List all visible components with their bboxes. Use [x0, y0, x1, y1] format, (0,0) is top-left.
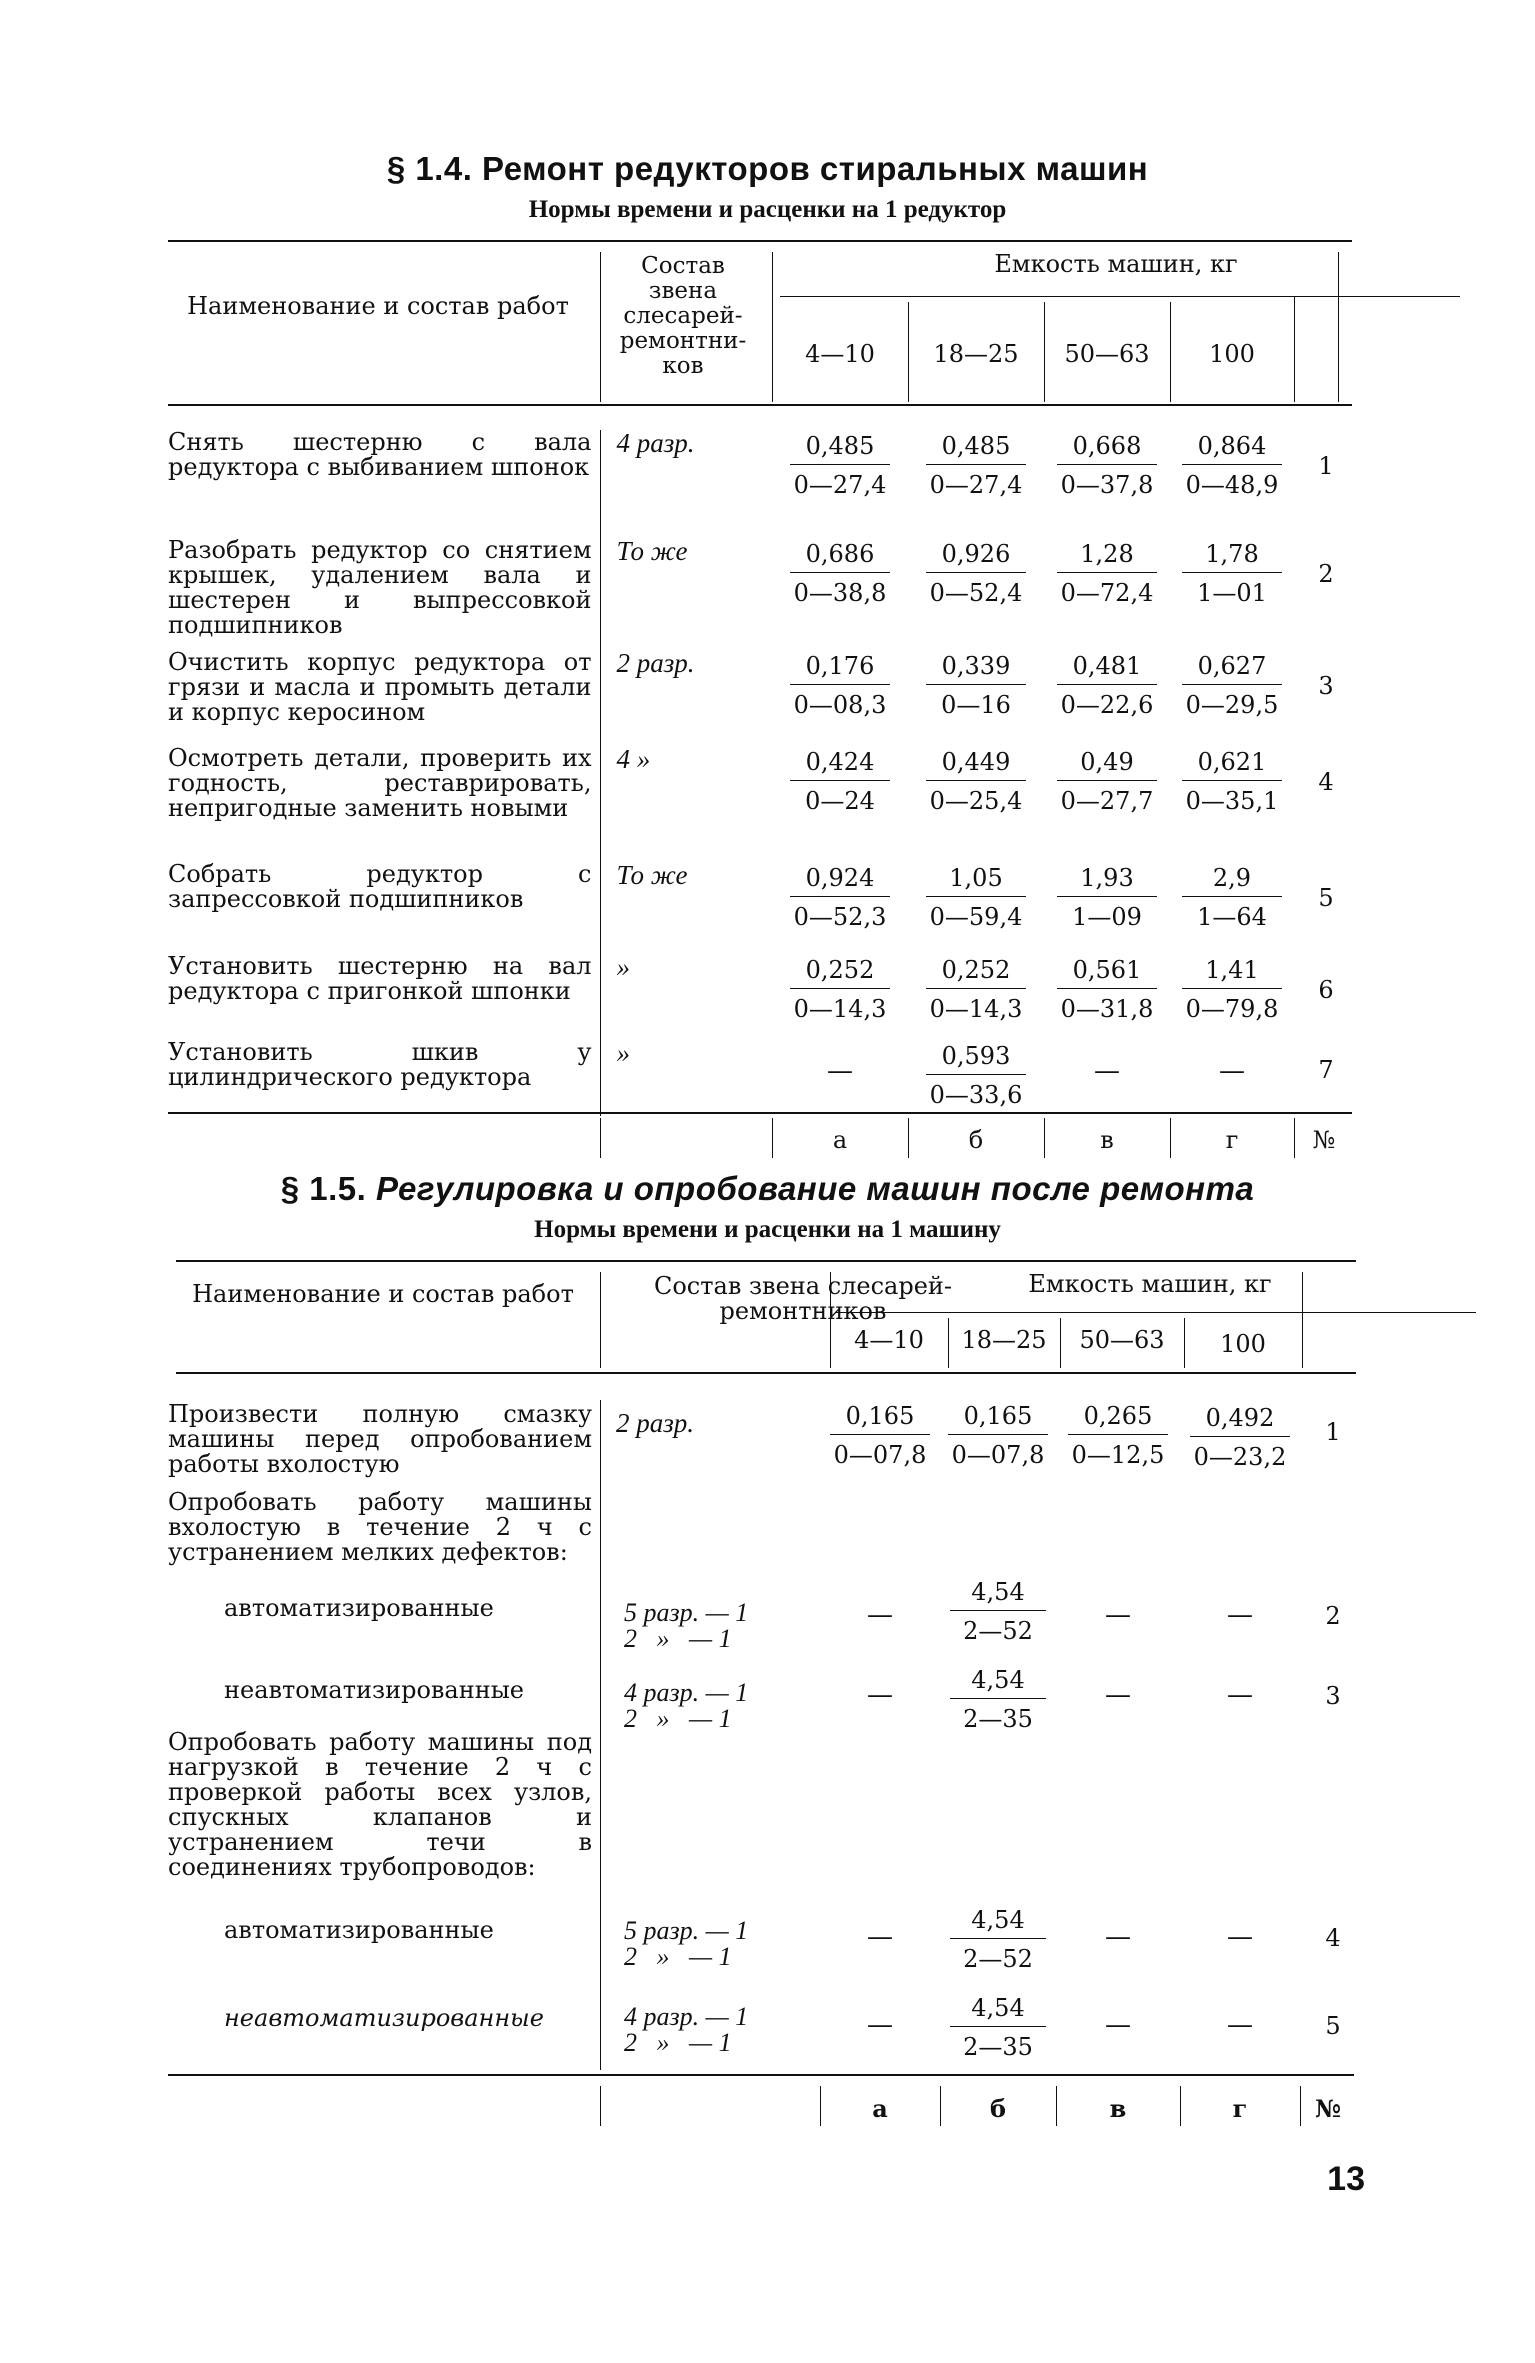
- cell-rate: 2—35: [963, 1705, 1033, 1733]
- row-number: 3: [1325, 1682, 1341, 1710]
- header-capacity: Емкость машин, кг: [1028, 1270, 1272, 1298]
- table-1-5-header: [176, 1262, 1356, 1368]
- cell-dash: —: [1094, 1056, 1120, 1086]
- cell-rate: 0—24: [805, 787, 875, 815]
- row-name: Установить шкив у цилиндрического редуктора: [168, 1040, 600, 1116]
- cell-dash: —: [827, 1056, 853, 1086]
- row-crew: 4 разр.: [616, 428, 695, 458]
- footer-col-c: в: [1100, 1126, 1114, 1154]
- cell-rate: 0—12,5: [1071, 1441, 1165, 1469]
- row-name: неавтоматизированные: [224, 2004, 544, 2032]
- cell-rate: 2—52: [963, 1945, 1033, 1973]
- cell-dash: —: [867, 1922, 893, 1952]
- cell-rate: 0—23,2: [1193, 1443, 1287, 1471]
- header-crew: Состав звена слесарей-ремонтни-ков: [619, 253, 747, 379]
- row-crew-1: 4 разр. — 1: [624, 2002, 749, 2031]
- table-row: [168, 430, 1358, 538]
- cell-value: 4,54: [950, 1992, 1046, 2027]
- cell-value: 0,627: [1182, 650, 1283, 685]
- cell-dash: —: [1227, 1922, 1253, 1952]
- footer-col-d: г: [1232, 2094, 1248, 2123]
- cell-rate: 0—07,8: [833, 1441, 927, 1469]
- cell-rate: 0—35,1: [1185, 787, 1279, 815]
- cell-dash: —: [1227, 1680, 1253, 1710]
- row-number: 1: [1318, 452, 1334, 480]
- cell-value: 0,252: [790, 954, 891, 989]
- header-col-c: 50—63: [1079, 1326, 1165, 1354]
- cell-value: 4,54: [950, 1576, 1046, 1611]
- row-crew-2: 2 » — 1: [624, 2028, 732, 2057]
- cell-rate: 0—72,4: [1060, 579, 1154, 607]
- section-1-5-title: [0, 1170, 1535, 1208]
- cell-rate: 0—38,8: [793, 579, 887, 607]
- row-name: Опробовать работу машины вхолостую в течение 2 ч с устранением мелких дефектов:: [168, 1488, 592, 1566]
- cell-rate: 0—29,5: [1185, 691, 1279, 719]
- header-col-c: 50—63: [1064, 340, 1150, 368]
- table-row: [168, 862, 1358, 954]
- cell-dash: —: [1105, 2010, 1131, 2040]
- cell-rate: 0—52,4: [929, 579, 1023, 607]
- row-number: 7: [1318, 1056, 1334, 1084]
- row-crew-2: 2 » — 1: [624, 1704, 732, 1733]
- header-col-d: 100: [1209, 340, 1255, 368]
- header-crew: Состав звена слесарей-ремонтников: [653, 1272, 953, 1325]
- header-col-b: 18—25: [933, 340, 1019, 368]
- cell-dash: —: [1105, 1600, 1131, 1630]
- row-crew: То же: [616, 860, 688, 890]
- row-crew-2: 2 » — 1: [624, 1624, 732, 1653]
- cell-rate: 2—52: [963, 1617, 1033, 1645]
- footer-col-d: г: [1225, 1126, 1239, 1154]
- cell-dash: —: [867, 1600, 893, 1630]
- cell-value: 0,668: [1057, 430, 1158, 465]
- table-row: [168, 746, 1358, 862]
- cell-value: 0,424: [790, 746, 890, 781]
- row-crew: 2 разр.: [616, 648, 695, 678]
- row-number: 2: [1318, 560, 1334, 588]
- cell-value: 0,593: [926, 1040, 1027, 1075]
- section-1-5-subtitle: Нормы времени и расценки на 1 машину: [534, 1216, 1001, 1243]
- header-name: Наименование и состав работ: [192, 1280, 574, 1308]
- table-1-5: [168, 1400, 1358, 2070]
- cell-rate: 0—52,3: [793, 903, 887, 931]
- table-row: [168, 538, 1358, 650]
- cell-value: 0,561: [1057, 954, 1158, 989]
- row-crew-1: 4 разр. — 1: [624, 1678, 749, 1707]
- cell-value: 0,165: [948, 1400, 1049, 1435]
- table-1-5-footer: [168, 2082, 1358, 2128]
- row-crew: »: [616, 952, 630, 982]
- table-row: [168, 650, 1358, 746]
- row-name: неавтоматизированные: [224, 1676, 525, 1704]
- cell-value: 1,41: [1182, 954, 1283, 989]
- cell-value: 0,926: [926, 538, 1027, 573]
- row-crew-2: 2 » — 1: [624, 1942, 732, 1971]
- cell-rate: 0—27,7: [1060, 787, 1154, 815]
- table-row: [168, 1040, 1358, 1116]
- cell-rate: 1—01: [1197, 579, 1267, 607]
- row-name: Опробовать работу машины под нагрузкой в течение 2 ч с проверкой работы всех узлов, спускных клапанов и устранением течи в соединениях трубопроводов:: [168, 1728, 592, 1881]
- table-1-4: [168, 430, 1359, 1116]
- section-1-5-title-prefix: § 1.5.: [280, 1170, 376, 1207]
- cell-value: 0,485: [790, 430, 891, 465]
- cell-value: 4,54: [950, 1664, 1046, 1699]
- cell-dash: —: [867, 1680, 893, 1710]
- cell-rate: 0—16: [941, 691, 1011, 719]
- header-col-b: 18—25: [961, 1326, 1047, 1354]
- cell-rate: 0—37,8: [1060, 471, 1154, 499]
- cell-value: 0,864: [1182, 430, 1283, 465]
- row-number: 2: [1325, 1602, 1341, 1630]
- cell-value: 1,05: [926, 862, 1027, 897]
- cell-rate: 2—35: [963, 2033, 1033, 2061]
- table-row: [168, 954, 1358, 1040]
- footer-col-c: в: [1109, 2094, 1127, 2123]
- cell-value: 0,686: [790, 538, 891, 573]
- header-col-a: 4—10: [854, 1326, 924, 1354]
- cell-dash: —: [1227, 2010, 1253, 2040]
- cell-rate: 0—27,4: [929, 471, 1023, 499]
- cell-rate: 0—33,6: [929, 1081, 1023, 1109]
- row-crew-1: 5 разр. — 1: [624, 1916, 749, 1945]
- cell-rate: 0—31,8: [1060, 995, 1154, 1023]
- cell-dash: —: [867, 2010, 893, 2040]
- cell-value: 0,449: [926, 746, 1027, 781]
- section-1-5-title-text: Регулировка и опробование машин после ремонта: [375, 1170, 1255, 1207]
- cell-value: 0,165: [830, 1400, 931, 1435]
- row-name: Установить шестерню на вал редуктора с пригонкой шпонки: [168, 954, 600, 1040]
- cell-rate: 0—14,3: [793, 995, 887, 1023]
- row-name: Осмотреть детали, проверить их годность, реставрировать, непригодные заменить новыми: [168, 746, 600, 862]
- row-number: 6: [1318, 976, 1334, 1004]
- cell-rate: 1—64: [1197, 903, 1267, 931]
- row-number: 5: [1318, 884, 1334, 912]
- cell-rate: 0—27,4: [793, 471, 887, 499]
- row-number: 4: [1318, 768, 1334, 796]
- row-crew-1: 5 разр. — 1: [624, 1598, 749, 1627]
- row-crew: 4 »: [616, 744, 651, 774]
- cell-value: 4,54: [950, 1904, 1046, 1939]
- cell-value: 0,924: [790, 862, 891, 897]
- section-1-4-title: § 1.4. Ремонт редукторов стиральных машин: [386, 150, 1149, 187]
- row-crew: То же: [616, 536, 688, 566]
- cell-value: 0,176: [790, 650, 891, 685]
- cell-rate: 0—07,8: [951, 1441, 1045, 1469]
- cell-value: 0,49: [1057, 746, 1158, 781]
- cell-value: 0,621: [1182, 746, 1283, 781]
- table-1-5-header-rule: [176, 1372, 1356, 1374]
- cell-value: 0,485: [926, 430, 1027, 465]
- cell-dash: —: [1219, 1056, 1245, 1086]
- cell-dash: —: [1105, 1680, 1131, 1710]
- cell-value: 2,9: [1182, 862, 1282, 897]
- footer-col-no: №: [1314, 2094, 1342, 2123]
- row-name: Собрать редуктор с запрессовкой подшипников: [168, 862, 600, 954]
- footer-col-a: а: [832, 1126, 848, 1154]
- table-1-4-footer: [168, 1114, 1358, 1160]
- header-col-d: 100: [1220, 1330, 1266, 1358]
- footer-col-b: б: [968, 1126, 984, 1154]
- table-1-5-bottom-rule: [168, 2074, 1354, 2076]
- cell-rate: 0—08,3: [793, 691, 887, 719]
- row-name: Очистить корпус редуктора от грязи и масла и промыть детали и корпус керосином: [168, 650, 600, 746]
- cell-value: 0,481: [1057, 650, 1158, 685]
- cell-value: 0,339: [926, 650, 1026, 685]
- cell-value: 0,492: [1190, 1402, 1291, 1437]
- cell-rate: 0—14,3: [929, 995, 1023, 1023]
- row-number: 1: [1325, 1418, 1341, 1446]
- row-name: Произвести полную смазку машины перед опробованием работы вхолостую: [168, 1400, 592, 1478]
- footer-col-b: б: [989, 2094, 1006, 2123]
- cell-rate: 0—48,9: [1185, 471, 1279, 499]
- cell-dash: —: [1227, 1600, 1253, 1630]
- page-number: 13: [1327, 2160, 1365, 2198]
- row-number: 3: [1318, 672, 1334, 700]
- cell-dash: —: [1105, 1922, 1131, 1952]
- cell-value: 0,265: [1068, 1400, 1169, 1435]
- row-name: автоматизированные: [224, 1594, 494, 1622]
- cell-value: 1,28: [1057, 538, 1158, 573]
- row-name: Снять шестерню с вала редуктора с выбиванием шпонок: [168, 430, 600, 538]
- row-crew: 2 разр.: [616, 1408, 695, 1438]
- cell-rate: 0—25,4: [929, 787, 1023, 815]
- row-crew: »: [616, 1038, 630, 1068]
- row-name: автоматизированные: [224, 1916, 494, 1944]
- cell-rate: 0—59,4: [929, 903, 1023, 931]
- footer-col-no: №: [1312, 1126, 1336, 1154]
- header-name: Наименование и состав работ: [187, 292, 569, 320]
- cell-rate: 1—09: [1072, 903, 1142, 931]
- cell-rate: 0—79,8: [1185, 995, 1279, 1023]
- cell-value: 1,93: [1057, 862, 1157, 897]
- header-col-a: 4—10: [805, 340, 875, 368]
- cell-rate: 0—22,6: [1060, 691, 1154, 719]
- header-capacity: Емкость машин, кг: [994, 250, 1238, 278]
- row-name: Разобрать редуктор со снятием крышек, удалением вала и шестерен и выпрессовкой подшипников: [168, 538, 600, 650]
- table-1-4-header-rule: [168, 404, 1352, 406]
- cell-value: 1,78: [1182, 538, 1282, 573]
- cell-value: 0,252: [926, 954, 1027, 989]
- row-number: 4: [1325, 1924, 1341, 1952]
- footer-col-a: а: [872, 2094, 888, 2123]
- section-1-4-subtitle: Нормы времени и расценки на 1 редуктор: [528, 196, 1007, 223]
- table-1-4-header: [168, 242, 1352, 402]
- row-number: 5: [1325, 2012, 1341, 2040]
